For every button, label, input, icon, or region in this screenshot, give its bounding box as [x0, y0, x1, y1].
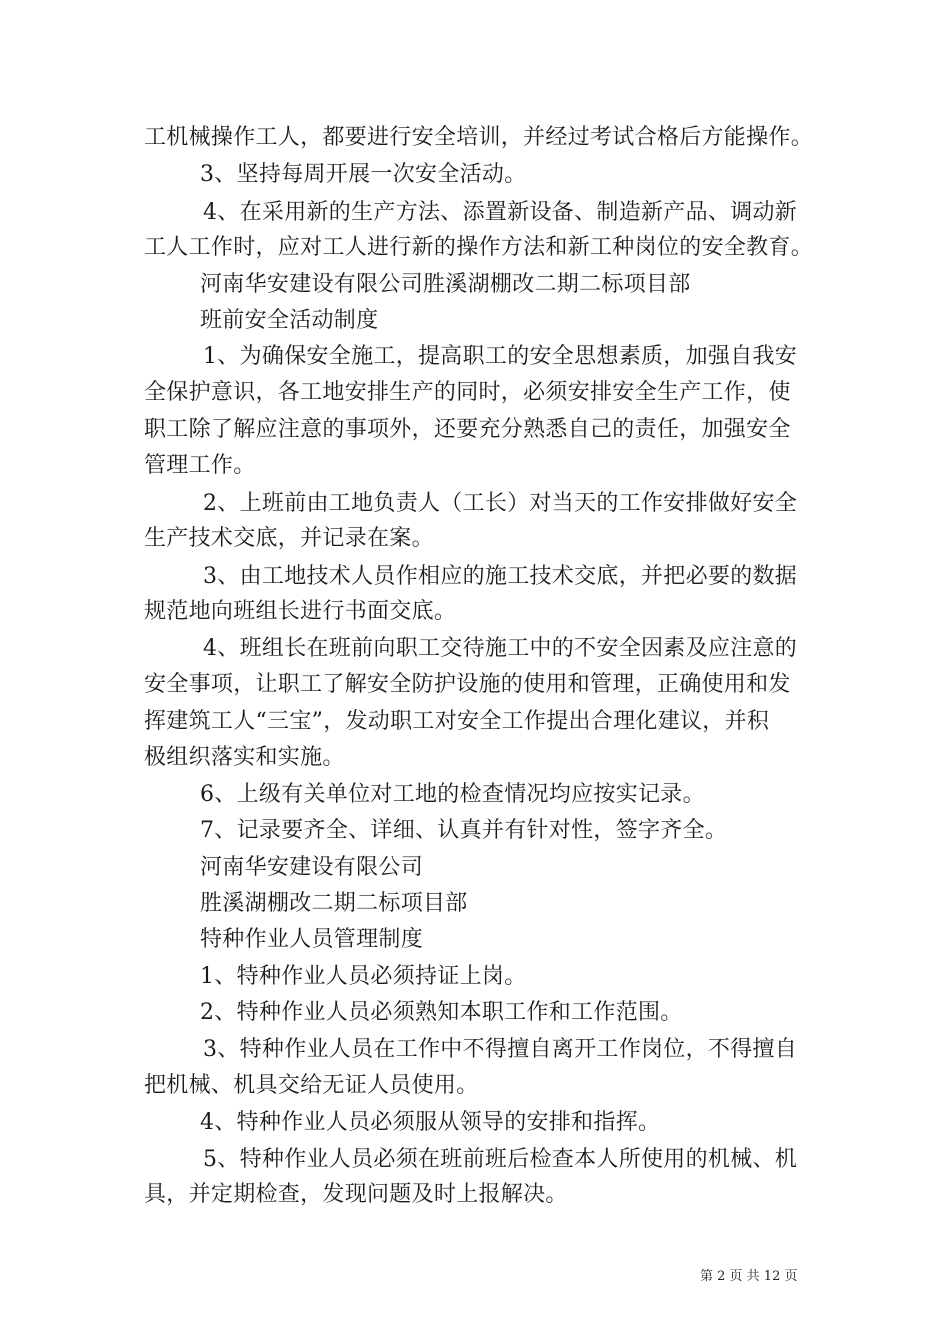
text-line: 1、为确保安全施工，提高职工的安全思想素质，加强自我安	[203, 344, 798, 369]
text-line: 工机械操作工人，都要进行安全培训，并经过考试合格后方能操作。	[144, 125, 814, 150]
text-line: 3、特种作业人员在工作中不得擅自离开工作岗位，不得擅自	[203, 1037, 798, 1062]
text-line: 6、上级有关单位对工地的检查情况均应按实记录。	[200, 782, 705, 807]
text-line: 具，并定期检查，发现问题及时上报解决。	[144, 1182, 568, 1207]
text-line: 4、班组长在班前向职工交待施工中的不安全因素及应注意的	[203, 636, 798, 661]
section-title: 特种作业人员管理制度	[200, 927, 424, 952]
text-line: 2、特种作业人员必须熟知本职工作和工作范围。	[200, 1000, 683, 1025]
text-line: 7、记录要齐全、详细、认真并有针对性，签字齐全。	[200, 818, 728, 843]
text-line: 1、特种作业人员必须持证上岗。	[200, 964, 527, 989]
text-line: 全保护意识，各工地安排生产的同时，必须安排安全生产工作，使	[144, 380, 791, 405]
text-line: 极组织落实和实施。	[144, 745, 345, 770]
text-line: 3、由工地技术人员作相应的施工技术交底，并把必要的数据	[203, 564, 798, 589]
text-line: 2、上班前由工地负责人（工长）对当天的工作安排做好安全	[203, 491, 798, 516]
text-line: 规范地向班组长进行书面交底。	[144, 599, 457, 624]
text-line: 4、特种作业人员必须服从领导的安排和指挥。	[200, 1110, 661, 1135]
page-number-footer: 第 2 页 共 12 页	[700, 1269, 798, 1284]
text-line: 安全事项，让职工了解安全防护设施的使用和管理，正确使用和发	[144, 672, 791, 697]
text-line: 管理工作。	[144, 453, 256, 478]
text-line: 3、坚持每周开展一次安全活动。	[200, 162, 527, 187]
text-line: 生产技术交底，并记录在案。	[144, 526, 434, 551]
text-line: 5、特种作业人员必须在班前班后检查本人所使用的机械、机	[203, 1147, 798, 1172]
text-line: 4、在采用新的生产方法、添置新设备、制造新产品、调动新	[203, 200, 798, 225]
text-line: 工人工作时，应对工人进行新的操作方法和新工种岗位的安全教育。	[144, 235, 814, 260]
text-line: 河南华安建设有限公司胜溪湖棚改二期二标项目部	[200, 272, 691, 297]
text-line: 职工除了解应注意的事项外，还要充分熟悉自己的责任，加强安全	[144, 417, 791, 442]
text-line: 挥建筑工人“三宝”，发动职工对安全工作提出合理化建议，并积	[144, 709, 770, 734]
text-line: 把机械、机具交给无证人员使用。	[144, 1073, 479, 1098]
section-title: 班前安全活动制度	[200, 308, 379, 333]
text-line: 河南华安建设有限公司	[200, 855, 424, 880]
text-line: 胜溪湖棚改二期二标项目部	[200, 891, 468, 916]
